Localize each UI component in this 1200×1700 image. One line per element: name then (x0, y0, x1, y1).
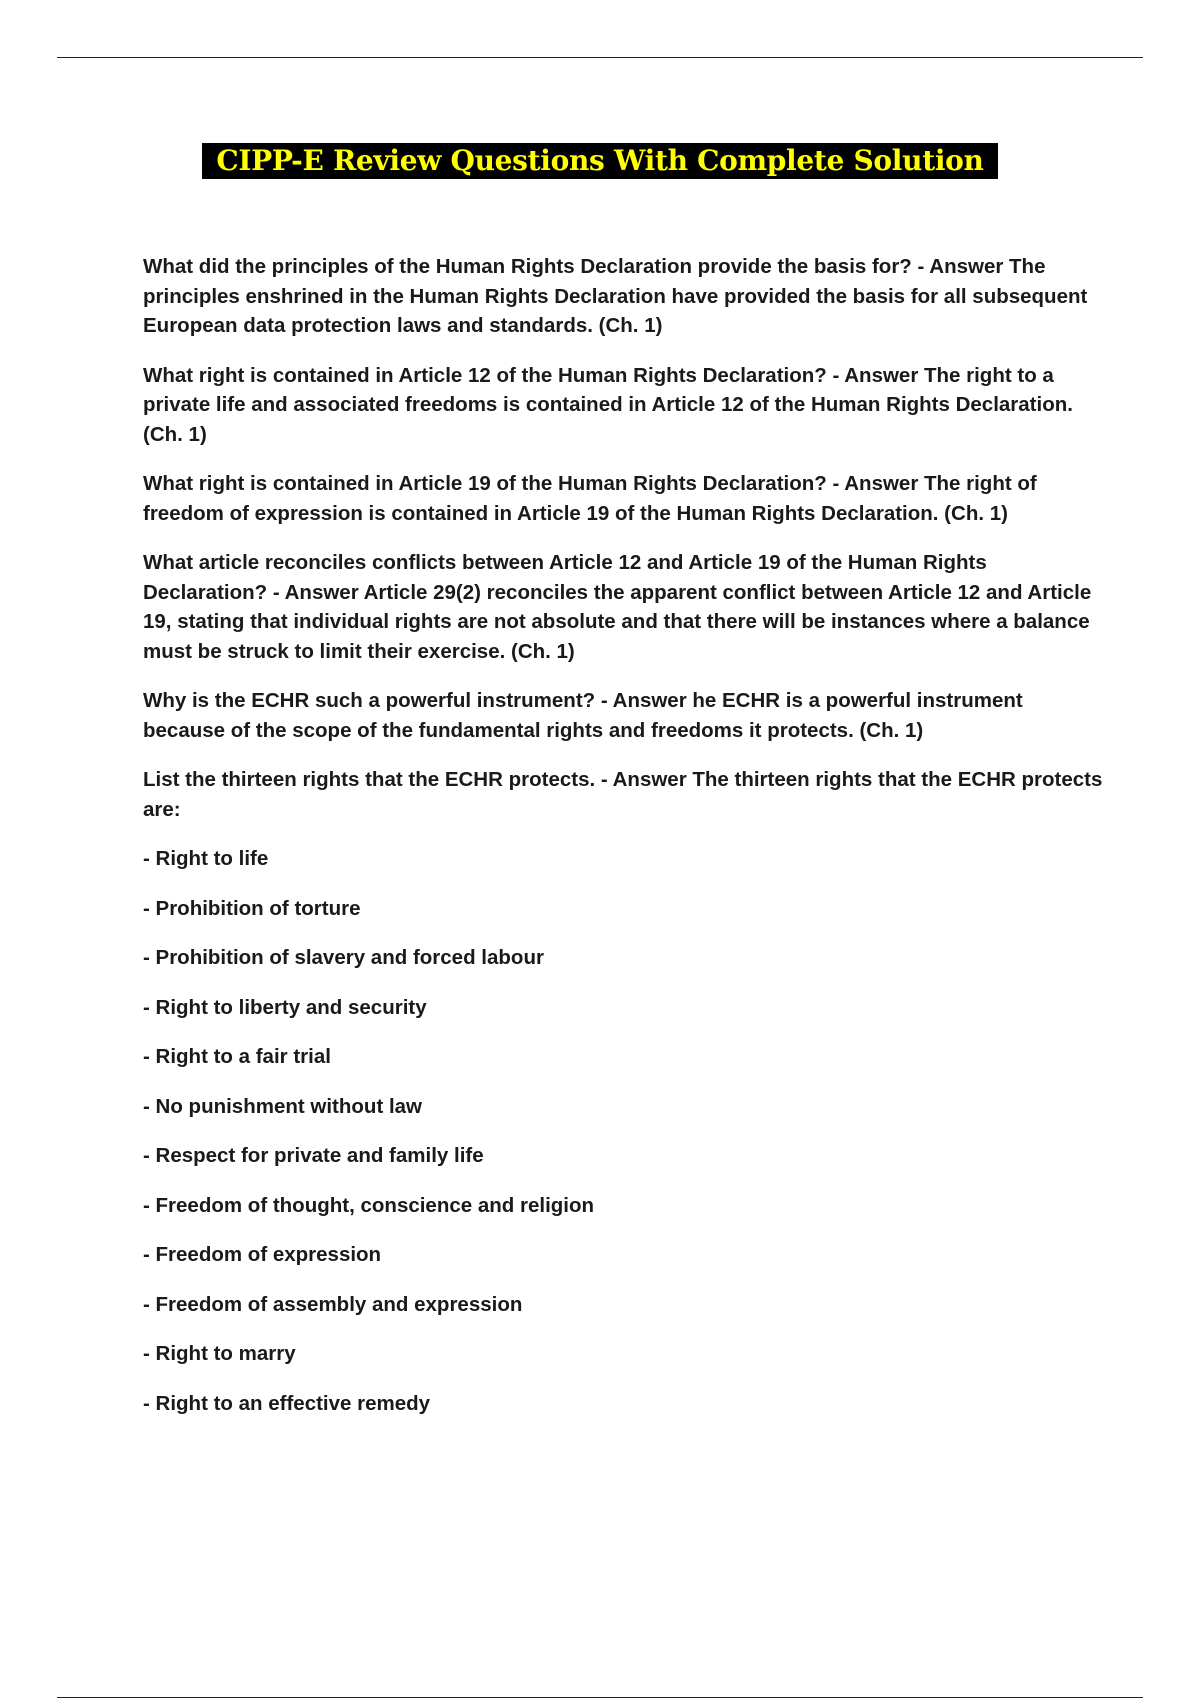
list-item: - Prohibition of slavery and forced labour (143, 946, 544, 969)
list-item: - No punishment without law (143, 1094, 423, 1118)
qa-paragraph: What did the principles of the Human Rights Declaration provide the basis for? - Answer The principles enshrined in the Human Rights Declaration have provided the basis for all subsequent European data protection laws and standards. (Ch. 1) (143, 255, 1088, 337)
qa-paragraph: What right is contained in Article 12 of the Human Rights Declaration? - Answer The right to a private life and associated freedoms is contained in Article 12 of the Human Rights Declaration. (Ch. 1) (143, 363, 1073, 446)
qa-paragraph: What article reconciles conflicts between Article 12 and Article 19 of the Human Rights Declaration? - Answer Article 29(2) reconciles the apparent conflict between Article 12 and Article 19, stating that individual rights are not absolute and that there will be instances where a balance must be struck to limit their exercise. (Ch. 1) (143, 551, 1092, 663)
qa-paragraph: List the thirteen rights that the ECHR protects. - Answer The thirteen rights that the ECHR protects are: (143, 768, 1103, 821)
list-item: - Right to liberty and security (143, 995, 427, 1019)
list-item: - Right to an effective remedy (143, 1391, 431, 1415)
list-item: - Right to marry (143, 1342, 296, 1365)
document-title: CIPP-E Review Questions With Complete Solution (202, 143, 997, 179)
bottom-divider (57, 1697, 1143, 1698)
list-item: - Freedom of expression (143, 1243, 382, 1266)
list-item: - Freedom of thought, conscience and religion (143, 1193, 595, 1217)
list-item: - Right to life (143, 847, 269, 870)
qa-paragraph: Why is the ECHR such a powerful instrument? - Answer he ECHR is a powerful instrument because of the scope of the fundamental rights and freedoms it protects. (Ch. 1) (143, 689, 1023, 742)
list-item: - Prohibition of torture (143, 896, 361, 920)
list-item: - Right to a fair trial (143, 1045, 331, 1068)
rights-list (143, 844, 1103, 1418)
qa-paragraph: What right is contained in Article 19 of the Human Rights Declaration? - Answer The right of freedom of expression is contained in Article 19 of the Human Rights Declaration. (Ch. 1) (143, 472, 1037, 525)
document-body (143, 252, 1103, 1438)
list-item: - Freedom of assembly and expression (143, 1292, 523, 1316)
top-divider (57, 57, 1143, 58)
list-item: - Respect for private and family life (143, 1144, 484, 1167)
title-container (0, 143, 1200, 179)
